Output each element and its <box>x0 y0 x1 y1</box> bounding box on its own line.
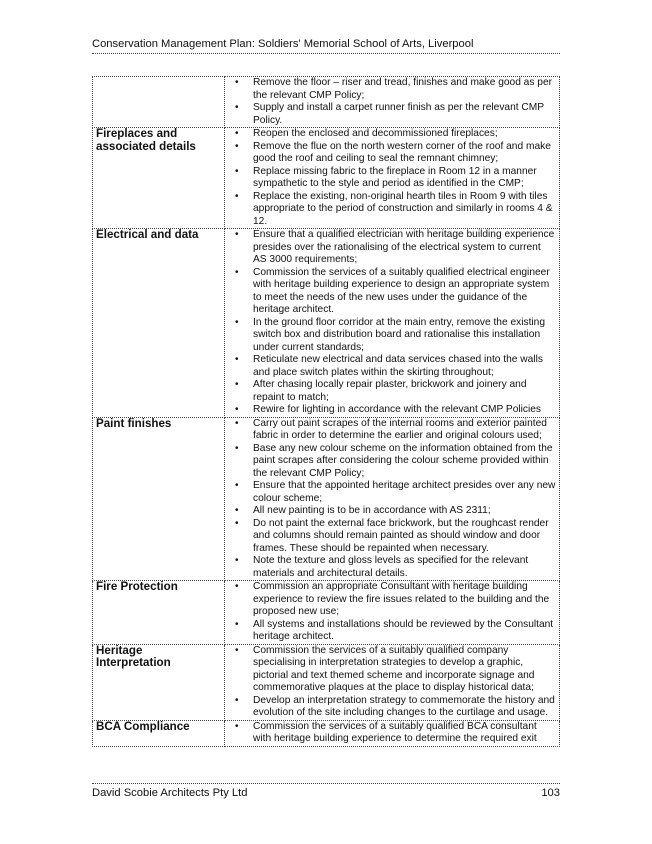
list-item <box>225 102 556 127</box>
bullet-icon: • <box>235 618 239 630</box>
bullet-icon: • <box>235 229 239 240</box>
bullet-icon: • <box>235 480 239 491</box>
list-item-text: Ensure that the appointed heritage architect presides over any new colour scheme; <box>253 480 556 504</box>
bullet-list <box>225 229 556 417</box>
list-item-text: Reopen the enclosed and decommissioned fireplaces; <box>253 128 498 139</box>
list-item <box>225 480 556 505</box>
list-item <box>225 721 556 746</box>
row-heading: Fireplaces and associated details <box>93 128 225 229</box>
list-item-text: Develop an interpretation strategy to commemorate the history and evolution of the site including changes to the curtilage and usage. <box>253 694 555 718</box>
list-item-text: Commission an appropriate Consultant with heritage building experience to review the fire issues related to the building and the proposed new use; <box>253 581 550 617</box>
list-item-text: Commission the services of a suitably qualified BCA consultant with heritage building experience to determine the required exit <box>253 720 537 744</box>
bullet-icon: • <box>235 102 239 113</box>
list-item-text: Base any new colour scheme on the information obtained from the paint scrapes after considering the colour scheme provided within the relevant CMP Policy; <box>253 442 553 479</box>
list-item-text: Carry out paint scrapes of the internal rooms and exterior painted fabric in order to determine the earlier and original colours used; <box>253 417 547 441</box>
row-items <box>225 128 560 229</box>
bullet-icon: • <box>235 644 239 656</box>
bullet-icon: • <box>235 417 239 429</box>
list-item-text: Commission the services of a suitably qualified electrical engineer with heritage building experience to design an appropriate system to meet the needs of the new uses under the guidance of the heritage architect. <box>253 266 550 315</box>
list-item-text: Remove the floor – riser and tread, finishes and make good as per the relevant CMP Policy; <box>253 77 552 101</box>
bullet-icon: • <box>235 442 239 454</box>
table-row <box>93 720 560 746</box>
list-item <box>225 695 556 720</box>
table-row <box>93 644 560 720</box>
page-number: 103 <box>541 787 560 799</box>
row-items <box>225 229 560 418</box>
list-item <box>225 518 556 556</box>
list-item-text: Replace the existing, non-original hearth tiles in Room 9 with tiles appropriate to the period of construction and similarly in rooms 4 & 12. <box>253 190 553 227</box>
list-item <box>225 555 556 580</box>
list-item <box>225 404 556 417</box>
row-items <box>225 77 560 128</box>
row-heading: Heritage Interpretation <box>93 644 225 720</box>
list-item <box>225 317 556 355</box>
list-item-text: Do not paint the external face brickwork, but the roughcast render and columns should remain painted as should window and door frames. These should be repainted when necessary. <box>253 517 549 554</box>
bullet-icon: • <box>235 140 239 152</box>
bullet-icon: • <box>235 379 239 390</box>
bullet-icon: • <box>235 505 239 516</box>
bullet-icon: • <box>235 555 239 566</box>
row-heading: Electrical and data <box>93 229 225 418</box>
table-row <box>93 581 560 645</box>
row-items <box>225 581 560 645</box>
list-item-text: Commission the services of a suitably qualified company specialising in interpretation strategies to develop a graphic, pictorial and text themed scheme and incorporate signage and commemorative plaques at the place to display historical data; <box>253 644 535 693</box>
bullet-list <box>225 721 556 746</box>
list-item-text: Supply and install a carpet runner finish as per the relevant CMP Policy. <box>253 102 544 126</box>
list-item <box>225 267 556 317</box>
bullet-icon: • <box>235 517 239 529</box>
recommendations-table <box>92 76 560 747</box>
table-row <box>93 128 560 229</box>
bullet-list <box>225 418 556 581</box>
row-heading: Paint finishes <box>93 417 225 581</box>
list-item <box>225 77 556 102</box>
list-item-text: Replace missing fabric to the fireplace in Room 12 in a manner sympathetic to the style and period as identified in the CMP; <box>253 165 537 189</box>
bullet-icon: • <box>235 720 239 732</box>
list-item <box>225 229 556 267</box>
list-item-text: Rewire for lighting in accordance with the relevant CMP Policies <box>253 404 542 415</box>
bullet-list <box>225 581 556 644</box>
row-heading <box>93 77 225 128</box>
list-item <box>225 166 556 191</box>
row-items <box>225 720 560 746</box>
list-item <box>225 354 556 379</box>
list-item-text: After chasing locally repair plaster, brickwork and joinery and repaint to match; <box>253 379 527 403</box>
list-item <box>225 141 556 166</box>
bullet-icon: • <box>235 404 239 415</box>
row-heading: BCA Compliance <box>93 720 225 746</box>
bullet-icon: • <box>235 77 239 88</box>
list-item-text: Remove the flue on the north western corner of the roof and make good the roof and ceiling to seal the remnant chimney; <box>253 140 551 164</box>
list-item <box>225 505 556 518</box>
bullet-icon: • <box>235 165 239 177</box>
list-item-text: All systems and installations should be reviewed by the Consultant heritage architect. <box>253 618 554 642</box>
bullet-list <box>225 645 556 720</box>
page-header: Conservation Management Plan: Soldiers' Memorial School of Arts, Liverpool <box>92 38 560 54</box>
list-item-text: Reticulate new electrical and data services chased into the walls and place switch plates within the skirting throughout; <box>253 354 543 378</box>
table-row <box>93 229 560 418</box>
list-item <box>225 645 556 695</box>
footer-company: David Scobie Architects Pty Ltd <box>92 787 248 799</box>
bullet-list <box>225 77 556 127</box>
list-item <box>225 581 556 619</box>
list-item-text: Ensure that a qualified electrician with heritage building experience presides over the rationalising of the electrical system to current AS 3000 requirements; <box>253 229 555 265</box>
list-item <box>225 619 556 644</box>
list-item <box>225 379 556 404</box>
bullet-list <box>225 128 556 228</box>
bullet-icon: • <box>235 266 239 278</box>
bullet-icon: • <box>235 128 239 139</box>
list-item <box>225 443 556 481</box>
page-footer <box>92 783 560 799</box>
bullet-icon: • <box>235 581 239 592</box>
table-row <box>93 77 560 128</box>
list-item-text: Note the texture and gloss levels as specified for the relevant materials and architectural details. <box>253 555 529 579</box>
list-item-text: All new painting is to be in accordance with AS 2311; <box>253 505 491 516</box>
list-item <box>225 418 556 443</box>
row-items <box>225 644 560 720</box>
bullet-icon: • <box>235 694 239 706</box>
bullet-icon: • <box>235 354 239 365</box>
list-item <box>225 128 556 141</box>
table-row <box>93 417 560 581</box>
bullet-icon: • <box>235 316 239 328</box>
bullet-icon: • <box>235 190 239 202</box>
list-item <box>225 191 556 229</box>
list-item-text: In the ground floor corridor at the main entry, remove the existing switch box and distribution board and rationalise this installation under current standards; <box>253 316 545 353</box>
row-items <box>225 417 560 581</box>
row-heading: Fire Protection <box>93 581 225 645</box>
